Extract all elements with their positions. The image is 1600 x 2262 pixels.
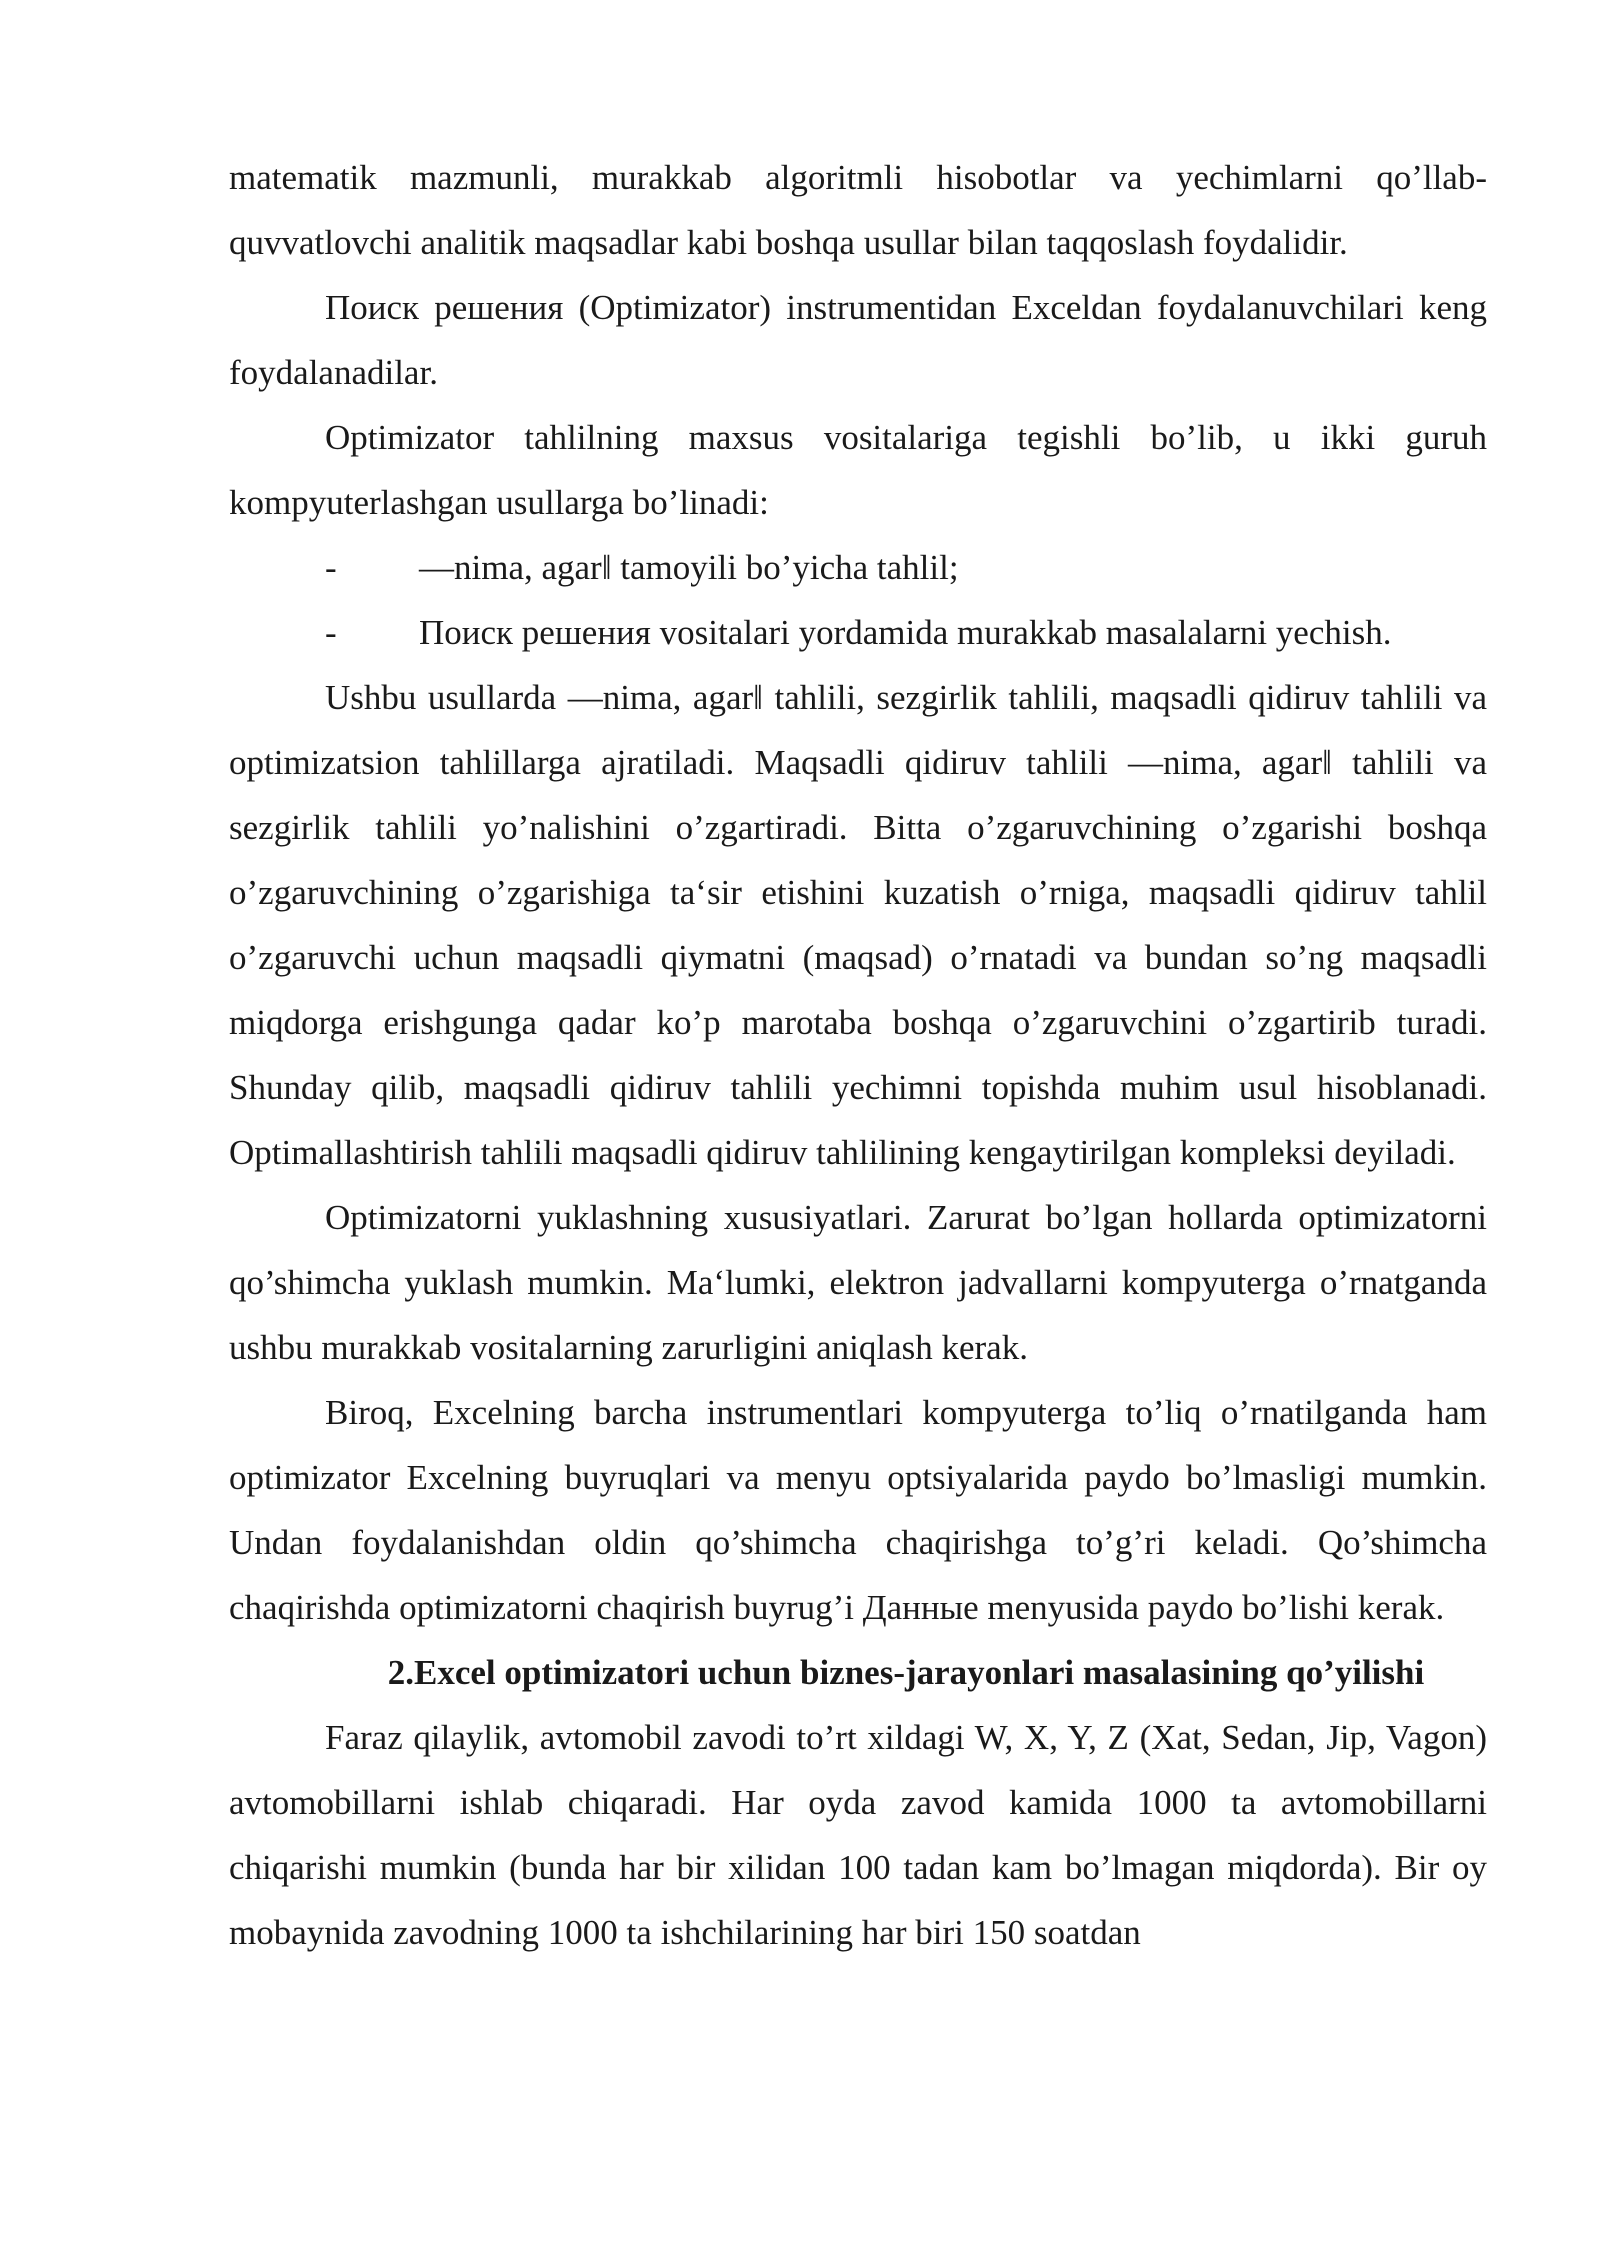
paragraph-optimizator-intro: Поиск решения (Optimizator) instrumentidan Exceldan foydalanuvchilari keng foydalanadilar. [229, 288, 1487, 392]
paragraph-continuation: matematik mazmunli, murakkab algoritmli hisobotlar va yechimlarni qo’llab-quvvatlovchi analitik maqsadlar kabi boshqa usullar bilan taqqoslash foydalidir. [229, 158, 1487, 262]
list-item [229, 600, 1487, 665]
paragraph-analysis-methods: Ushbu usullarda ―nima, agar‖ tahlili, sezgirlik tahlili, maqsadli qidiruv tahlili va optimizatsion tahlillarga ajratiladi. Maqsadli qidiruv tahlili ―nima, agar‖ tahlili va sezgirlik tahlili yo’nalishini o’zgartiradi. Bitta o’zgaruvchining o’zgarishi boshqa o’zgaruvchining o’zgarishiga ta‘sir etishini kuzatish o’rniga, maqsadli qidiruv tahlil o’zgaruvchi uchun maqsadli qiymatni (maqsad) o’rnatadi va bundan so’ng maqsadli miqdorga erishgunga qadar ko’p marotaba boshqa o’zgaruvchini o’zgartirib turadi. Shunday qilib, maqsadli qidiruv tahlili yechimni topishda muhim usul hisoblanadi. Optimallashtirish tahlili maqsadli qidiruv tahlilining kengaytirilgan kompleksi deyiladi. [229, 678, 1487, 1172]
paragraph-car-factory: Faraz qilaylik, avtomobil zavodi to’rt xildagi W, X, Y, Z (Xat, Sedan, Jip, Vagon) avtomobillarni ishlab chiqaradi. Har oyda zavod kamida 1000 ta avtomobillarni chiqarishi mumkin (bunda har bir xilidan 100 tadan kam bo’lmagan miqdorda). Bir oy mobaynida zavodning 1000 ta ishchilarining har biri 150 soatdan [229, 1718, 1487, 1952]
bullet-marker: - [325, 548, 337, 587]
list-item-text: Поиск решения vositalari yordamida murakkab masalalarni yechish. [419, 613, 1392, 652]
section-heading: 2.Excel optimizatori uchun biznes-jarayonlari masalasining qo’yilishi [387, 1653, 1425, 1692]
list-item [229, 535, 1487, 600]
paragraph-optimizator-groups: Optimizator tahlilning maxsus vositalariga tegishli bo’lib, u ikki guruh kompyuterlashgan usullarga bo’linadi: [229, 418, 1487, 522]
paragraph-loading-features: Optimizatorni yuklashning xususiyatlari. Zarurat bo’lgan hollarda optimizatorni qo’shimcha yuklash mumkin. Ma‘lumki, elektron jadvallarni kompyuterga o’rnatganda ushbu murakkab vositalarning zarurligini aniqlash kerak. [229, 1198, 1487, 1367]
list-item-text: ―nima, agar‖ tamoyili bo’yicha tahlil; [419, 548, 959, 587]
document-page [229, 145, 1487, 1965]
bullet-marker: - [325, 613, 337, 652]
paragraph-excel-menu: Biroq, Excelning barcha instrumentlari kompyuterga to’liq o’rnatilganda ham optimizator Excelning buyruqlari va menyu optsiyalarida paydo bo’lmasligi mumkin. Undan foydalanishdan oldin qo’shimcha chaqirishga to’g’ri keladi. Qo’shimcha chaqirishda optimizatorni chaqirish buyrug’i Данные menyusida paydo bo’lishi kerak. [229, 1393, 1487, 1627]
